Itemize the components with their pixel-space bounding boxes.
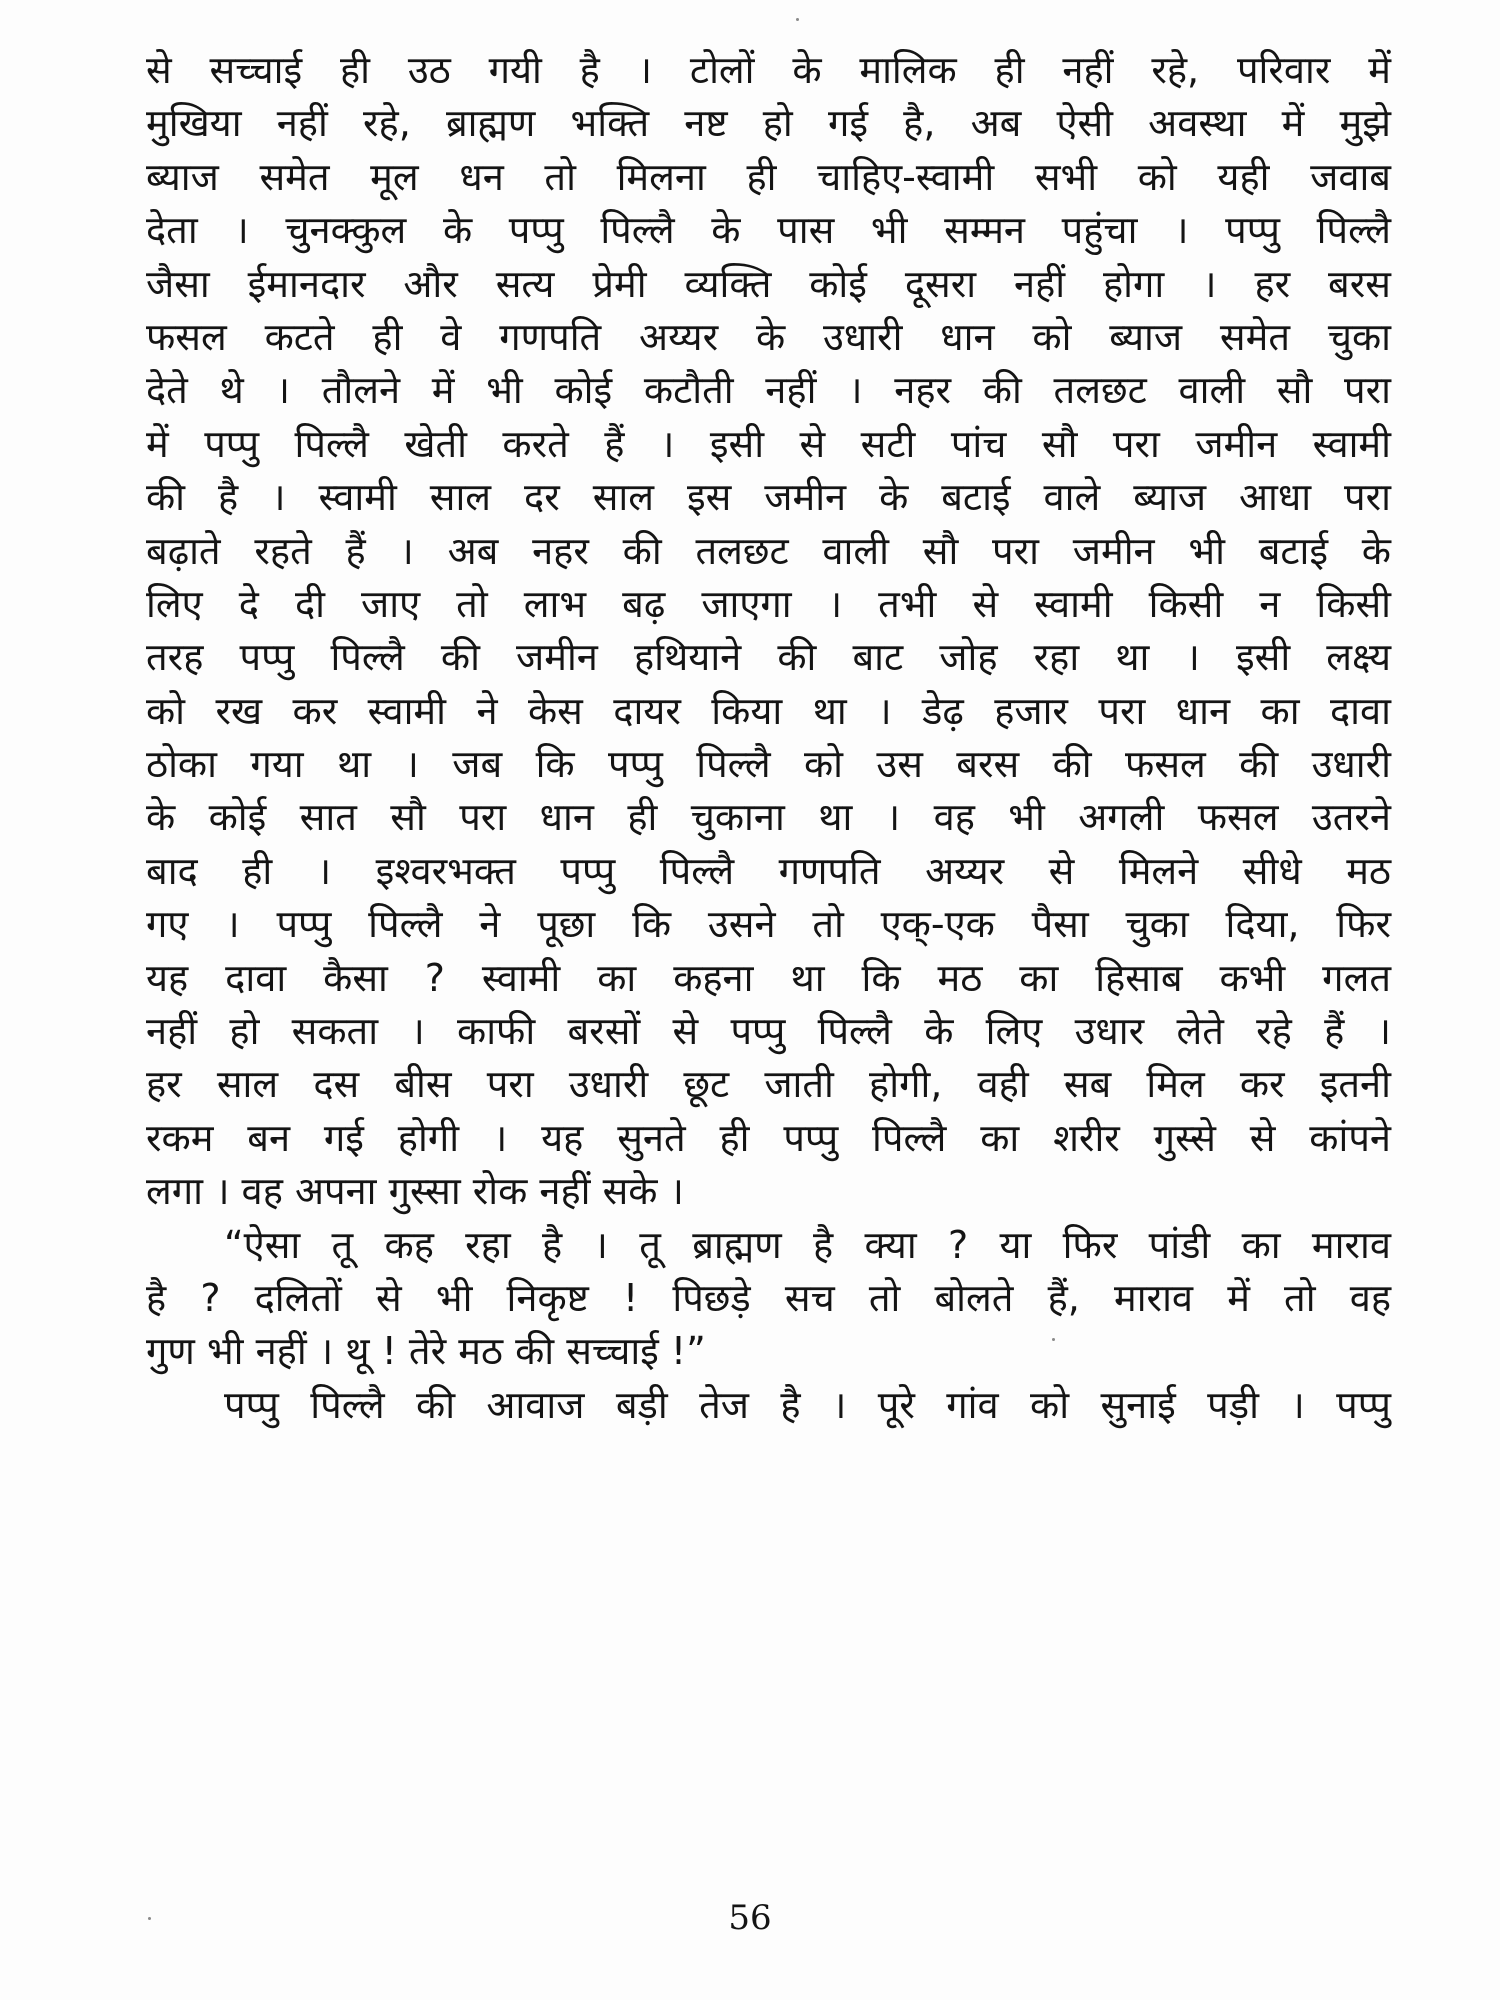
text-line-10: बढ़ाते रहते हैं । अब नहर की तलछट वाली सौ परा जमीन भी बटाई के [146, 528, 1391, 573]
text-line-18: यह दावा कैसा ? स्वामी का कहना था कि मठ का हिसाब कभी गलत [146, 955, 1391, 1000]
text-line-5: जैसा ईमानदार और सत्य प्रेमी व्यक्ति कोई दूसरा नहीं होगा । हर बरस [146, 261, 1391, 306]
text-line-15: के कोई सात सौ परा धान ही चुकाना था । वह भी अगली फसल उतरने [146, 795, 1391, 840]
page-number: 56 [728, 1898, 772, 1938]
text-line-14: ठोका गया था । जब कि पप्पु पिल्लै को उस बरस की फसल की उधारी [146, 742, 1391, 787]
text-line-7: देते थे । तौलने में भी कोई कटौती नहीं । नहर की तलछट वाली सौ परा [146, 368, 1391, 413]
text-line-3: ब्याज समेत मूल धन तो मिलना ही चाहिए-स्वामी सभी को यही जवाब [146, 154, 1391, 199]
text-line-25: गुण भी नहीं । थू ! तेरे मठ की सच्चाई !” [146, 1329, 706, 1374]
text-line-6: फसल कटते ही वे गणपति अय्यर के उधारी धान को ब्याज समेत चुका [146, 314, 1391, 359]
text-line-8: में पप्पु पिल्लै खेती करते हैं । इसी से सटी पांच सौ परा जमीन स्वामी [146, 421, 1391, 466]
text-line-20: हर साल दस बीस परा उधारी छूट जाती होगी, वही सब मिल कर इतनी [146, 1062, 1391, 1107]
text-line-9: की है । स्वामी साल दर साल इस जमीन के बटाई वाले ब्याज आधा परा [146, 475, 1391, 520]
text-line-4: देता । चुनक्कुल के पप्पु पिल्लै के पास भी सम्मन पहुंचा । पप्पु पिल्लै [146, 208, 1391, 253]
text-line-21: रकम बन गई होगी । यह सुनते ही पप्पु पिल्लै का शरीर गुस्से से कांपने [146, 1115, 1391, 1160]
text-line-2: मुखिया नहीं रहे, ब्राह्मण भक्ति नष्ट हो गई है, अब ऐसी अवस्था में मुझे [146, 101, 1391, 146]
text-line-17: गए । पप्पु पिल्लै ने पूछा कि उसने तो एक्-एक पैसा चुका दिया, फिर [146, 902, 1391, 947]
scan-speck [148, 1917, 151, 1920]
text-line-23: “ऐसा तू कह रहा है । तू ब्राह्मण है क्या ? या फिर पांडी का माराव [224, 1222, 1391, 1267]
text-line-1: से सच्चाई ही उठ गयी है । टोलों के मालिक ही नहीं रहे, परिवार में [146, 48, 1391, 92]
text-line-13: को रख कर स्वामी ने केस दायर किया था । डेढ़ हजार परा धान का दावा [146, 688, 1391, 733]
text-line-22: लगा । वह अपना गुस्सा रोक नहीं सके । [146, 1169, 684, 1214]
scan-speck [796, 18, 799, 21]
text-line-19: नहीं हो सकता । काफी बरसों से पप्पु पिल्लै के लिए उधार लेते रहे हैं । [146, 1009, 1391, 1054]
text-line-11: लिए दे दी जाए तो लाभ बढ़ जाएगा । तभी से स्वामी किसी न किसी [146, 581, 1391, 626]
text-line-12: तरह पप्पु पिल्लै की जमीन हथियाने की बाट जोह रहा था । इसी लक्ष्य [146, 635, 1391, 680]
text-line-24: है ? दलितों से भी निकृष्ट ! पिछड़े सच तो बोलते हैं, माराव में तो वह [146, 1275, 1391, 1320]
body-text [146, 44, 1391, 1432]
text-line-16: बाद ही । इश्वरभक्त पप्पु पिल्लै गणपति अय्यर से मिलने सीधे मठ [146, 848, 1391, 893]
scan-speck [1052, 1338, 1055, 1341]
text-line-26: पप्पु पिल्लै की आवाज बड़ी तेज है । पूरे गांव को सुनाई पड़ी । पप्पु [224, 1382, 1391, 1427]
